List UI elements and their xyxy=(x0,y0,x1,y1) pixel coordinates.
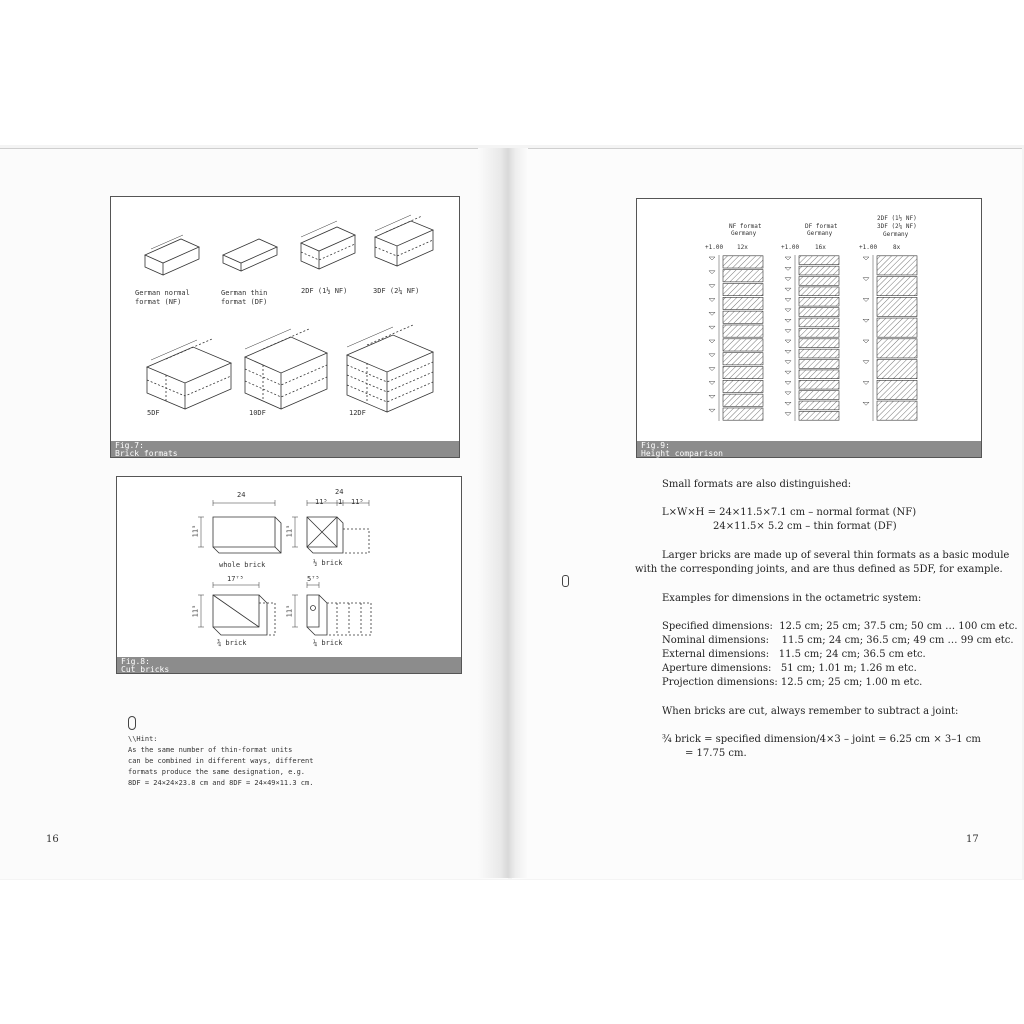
df-brick xyxy=(799,297,839,306)
level-marker-icon xyxy=(785,288,791,291)
df-brick xyxy=(799,391,839,400)
equation-df: 24×11.5× 5.2 cm – thin format (DF) xyxy=(713,521,897,532)
equation-nf: L×W×H = 24×11.5×7.1 cm – normal format (NF) xyxy=(662,507,917,518)
para-cut-bricks: When bricks are cut, always remember to subtract a joint: xyxy=(662,706,959,717)
hint-line-1: As the same number of thin-format units xyxy=(128,746,293,754)
para-larger-line2: with the corresponding joints, and are thus defined as 5DF, for example. xyxy=(635,564,1003,575)
fig9-caption-number: Fig.9: xyxy=(641,441,670,450)
nf-brick xyxy=(723,283,763,295)
level-marker-icon xyxy=(785,392,791,395)
level-marker-icon xyxy=(785,350,791,353)
fig9-caption-title: Height comparison xyxy=(641,449,723,458)
df-brick xyxy=(799,256,839,265)
fig8-caption xyxy=(117,657,461,673)
level-marker-icon xyxy=(863,299,869,302)
level-marker-icon xyxy=(709,354,715,357)
nf-brick xyxy=(723,366,763,378)
df-brick xyxy=(799,266,839,275)
2df-brick xyxy=(877,401,917,420)
level-marker-icon xyxy=(785,299,791,302)
df-brick xyxy=(799,339,839,348)
level-marker-icon xyxy=(709,299,715,302)
para-octametric: Examples for dimensions in the octametric system: xyxy=(662,593,922,604)
2df-brick xyxy=(877,318,917,337)
nf-brick xyxy=(723,325,763,337)
col1-count: 12x xyxy=(737,244,748,251)
level-marker-icon xyxy=(785,257,791,260)
dim-24-whole: 24 xyxy=(237,491,246,499)
level-marker-icon xyxy=(785,361,791,364)
df-brick xyxy=(799,370,839,379)
label-df-line1: German thin xyxy=(221,289,268,297)
dim-24-half: 24 xyxy=(335,488,344,496)
df-brick xyxy=(799,401,839,410)
col1-top-level: +1.00 xyxy=(705,244,724,251)
dim-115-half-a: 11⁵ xyxy=(315,498,328,506)
col2-head1: DF format xyxy=(805,223,838,230)
2df-brick xyxy=(877,360,917,379)
para-small-formats: Small formats are also distinguished: xyxy=(662,479,852,490)
label-12df: 12DF xyxy=(349,409,366,417)
label-three-quarter-brick: ¾ brick xyxy=(217,639,247,647)
level-marker-icon xyxy=(863,257,869,260)
level-marker-icon xyxy=(709,285,715,288)
nf-brick xyxy=(723,353,763,365)
level-marker-icon xyxy=(785,278,791,281)
df-brick xyxy=(799,328,839,337)
dim-v-half: 11⁵ xyxy=(285,524,294,538)
df-brick xyxy=(799,287,839,296)
label-quarter-brick: ¼ brick xyxy=(313,639,343,647)
label-3df: 3DF (2¼ NF) xyxy=(373,287,420,295)
col1-head1: NF format xyxy=(729,223,762,230)
df-brick xyxy=(799,380,839,389)
nf-brick xyxy=(723,380,763,392)
figure-cut-bricks xyxy=(116,476,462,674)
nf-brick xyxy=(723,394,763,406)
level-marker-icon xyxy=(785,319,791,322)
dims-projection: Projection dimensions: 12.5 cm; 25 cm; 1.00 m etc. xyxy=(662,677,923,688)
df-brick xyxy=(799,349,839,358)
label-5df: 5DF xyxy=(147,409,160,417)
fig7-caption-number: Fig.7: xyxy=(115,441,144,450)
nf-brick xyxy=(723,297,763,309)
df-brick xyxy=(799,318,839,327)
level-marker-icon xyxy=(709,326,715,329)
level-marker-icon xyxy=(709,409,715,412)
label-whole-brick: whole brick xyxy=(219,561,266,569)
level-marker-icon xyxy=(785,402,791,405)
level-marker-icon xyxy=(785,267,791,270)
dim-v-quarter: 11⁵ xyxy=(285,604,294,618)
level-marker-icon xyxy=(785,382,791,385)
page-number-right: 17 xyxy=(966,834,979,845)
nf-brick xyxy=(723,270,763,282)
2df-brick xyxy=(877,297,917,316)
col3-head1: 2DF (1½ NF) xyxy=(877,215,917,222)
label-df-line2: format (DF) xyxy=(221,298,268,306)
df-brick xyxy=(799,308,839,317)
label-half-brick: ½ brick xyxy=(313,559,343,567)
figure-height-comparison xyxy=(636,198,982,458)
fig9-caption xyxy=(637,441,981,457)
level-marker-icon xyxy=(863,402,869,405)
cut-bricks-drawing xyxy=(117,477,461,673)
level-marker-icon xyxy=(785,413,791,416)
col3-head2: 3DF (2¼ NF) xyxy=(877,223,917,230)
page-number-left: 16 xyxy=(46,834,59,845)
brick-formats-drawing xyxy=(111,197,459,457)
df-brick xyxy=(799,360,839,369)
dim-1775: 17⁷⁵ xyxy=(227,575,244,583)
level-marker-icon xyxy=(863,319,869,322)
book-gutter xyxy=(478,148,528,878)
margin-paperclip-icon xyxy=(562,575,569,587)
2df-brick xyxy=(877,256,917,275)
level-marker-icon xyxy=(709,257,715,260)
fig8-caption-number: Fig.8: xyxy=(121,657,150,666)
dim-v-three-quarter: 11⁵ xyxy=(191,604,200,618)
label-10df: 10DF xyxy=(249,409,266,417)
col2-top-level: +1.00 xyxy=(781,244,800,251)
nf-brick xyxy=(723,339,763,351)
nf-brick xyxy=(723,256,763,268)
dims-external: External dimensions: 11.5 cm; 24 cm; 36.5 cm etc. xyxy=(662,649,926,660)
col2-count: 16x xyxy=(815,244,826,251)
dims-nominal: Nominal dimensions: 11.5 cm; 24 cm; 36.5 cm; 49 cm … 99 cm etc. xyxy=(662,635,1014,646)
level-marker-icon xyxy=(863,340,869,343)
2df-brick xyxy=(877,380,917,399)
dim-115-half-b: 11⁵ xyxy=(351,498,364,506)
hint-title: \\Hint: xyxy=(128,735,158,743)
level-marker-icon xyxy=(709,395,715,398)
dims-aperture: Aperture dimensions: 51 cm; 1.01 m; 1.26 m etc. xyxy=(662,663,917,674)
level-marker-icon xyxy=(709,312,715,315)
equation-three-quarter-line1: ¾ brick = specified dimension/4×3 – joint = 6.25 cm × 3–1 cm xyxy=(662,734,981,745)
col3-count: 8x xyxy=(893,244,901,251)
level-marker-icon xyxy=(785,309,791,312)
fig8-caption-title: Cut bricks xyxy=(121,665,170,674)
level-marker-icon xyxy=(863,382,869,385)
dims-specified: Specified dimensions: 12.5 cm; 25 cm; 37.5 cm; 50 cm … 100 cm etc. xyxy=(662,621,1018,632)
2df-brick xyxy=(877,277,917,296)
level-marker-icon xyxy=(863,361,869,364)
equation-three-quarter-line2: = 17.75 cm. xyxy=(685,748,747,759)
dim-575: 5⁷⁵ xyxy=(307,575,320,583)
level-marker-icon xyxy=(709,271,715,274)
level-marker-icon xyxy=(785,330,791,333)
col1-head2: Germany xyxy=(731,230,757,237)
fig7-caption-title: Brick formats xyxy=(115,449,178,458)
col2-head2: Germany xyxy=(807,230,833,237)
col3-top-level: +1.00 xyxy=(859,244,878,251)
fig7-caption xyxy=(111,441,459,457)
dim-1-joint: 1 xyxy=(338,498,343,506)
2df-brick xyxy=(877,339,917,358)
nf-brick xyxy=(723,311,763,323)
level-marker-icon xyxy=(709,340,715,343)
dim-v-whole: 11⁵ xyxy=(191,524,200,538)
hint-line-2: can be combined in different ways, different xyxy=(128,757,314,765)
label-2df: 2DF (1½ NF) xyxy=(301,287,348,295)
hint-line-4: 8DF = 24×24×23.8 cm and 8DF = 24×49×11.3 cm. xyxy=(128,779,314,787)
label-nf-line2: format (NF) xyxy=(135,298,182,306)
level-marker-icon xyxy=(709,368,715,371)
col3-head3: Germany xyxy=(883,231,909,238)
figure-brick-formats xyxy=(110,196,460,458)
paperclip-icon xyxy=(128,716,136,730)
level-marker-icon xyxy=(785,371,791,374)
nf-brick xyxy=(723,408,763,420)
level-marker-icon xyxy=(863,278,869,281)
para-larger-line1: Larger bricks are made up of several thin formats as a basic module xyxy=(662,550,1010,561)
df-brick xyxy=(799,411,839,420)
level-marker-icon xyxy=(785,340,791,343)
hint-line-3: formats produce the same designation, e.g. xyxy=(128,768,306,776)
df-brick xyxy=(799,277,839,286)
height-comparison-drawing xyxy=(637,199,981,457)
label-nf-line1: German normal xyxy=(135,289,190,297)
level-marker-icon xyxy=(709,382,715,385)
